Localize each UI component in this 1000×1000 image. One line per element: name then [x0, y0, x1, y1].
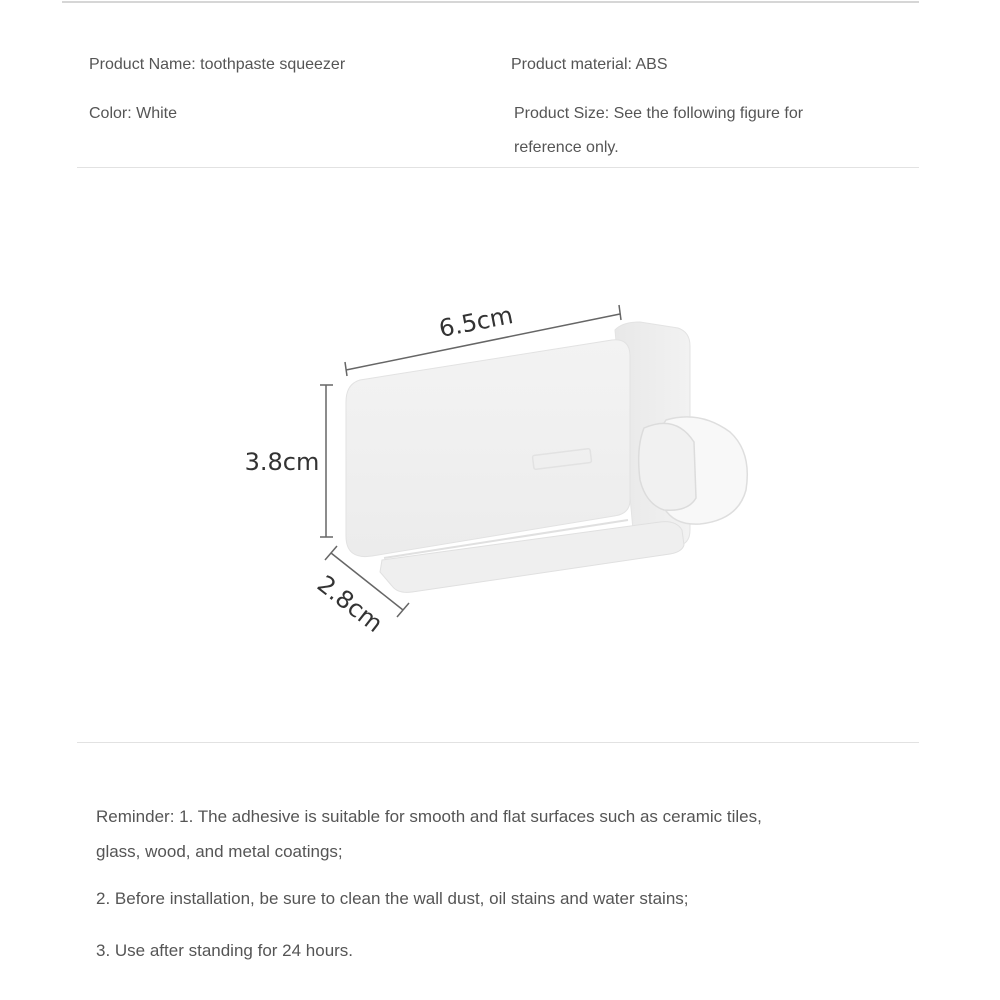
width-dimension-tick-right: [619, 305, 621, 320]
depth-dimension-tick-top: [325, 546, 337, 560]
height-dimension-label: 3.8cm: [244, 448, 320, 476]
reminder-line-1a: Reminder: 1. The adhesive is suitable for smooth and flat surfaces such as ceramic tiles,: [96, 807, 762, 826]
reminder-line-1b: glass, wood, and metal coatings;: [96, 842, 343, 861]
spec-product-size-line2: reference only.: [514, 139, 619, 156]
depth-dimension-tick-bottom: [397, 603, 409, 617]
spec-color: Color: White: [89, 105, 178, 122]
figure-divider: [77, 742, 919, 743]
reminder-line-2: 2. Before installation, be sure to clean the wall dust, oil stains and water stains;: [96, 889, 689, 908]
spec-product-size-line1: Product Size: See the following figure for: [514, 105, 804, 122]
depth-dimension-label: 2.8cm: [311, 569, 389, 639]
width-dimension-label: 6.5cm: [436, 301, 516, 343]
spec-product-name: Product Name: toothpaste squeezer: [89, 56, 346, 73]
reminder-line-3: 3. Use after standing for 24 hours.: [96, 941, 354, 960]
squeezer-knob-inner: [639, 423, 696, 510]
width-dimension-tick-left: [345, 362, 347, 376]
spec-product-material: Product material: ABS: [511, 56, 668, 73]
